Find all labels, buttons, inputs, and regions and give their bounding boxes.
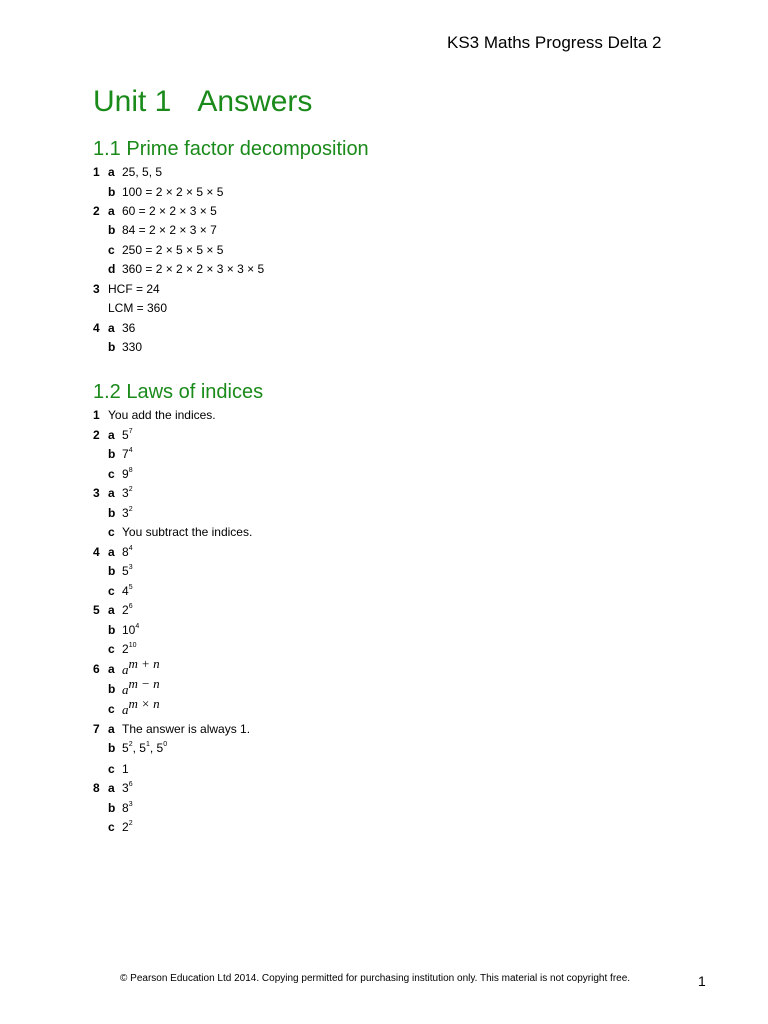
power-exponent: 2 [128,486,133,493]
power-base: 7 [122,447,129,461]
power-expression [122,582,133,601]
power-base: 5 [156,741,164,755]
power-exponent: 4 [128,545,133,552]
power-base: a [122,702,129,717]
part-letter: c [108,525,115,539]
question-number: 1 [93,408,100,422]
power-expression [122,426,133,445]
power-exponent: m × n [128,696,160,711]
answer-text: 84 = 2 × 2 × 3 × 7 [122,223,217,237]
answer-text: 100 = 2 × 2 × 5 × 5 [122,185,224,199]
power-base: 5 [139,741,146,755]
part-letter: c [108,702,115,716]
section-title-1-1: 1.1 Prime factor decomposition [93,138,369,160]
power-expression [122,562,133,581]
power-exponent: m + n [128,656,160,671]
power-base: 5 [122,741,129,755]
power-base: a [122,682,129,697]
power-expression [122,465,133,484]
power-expression [122,818,133,837]
answer-text: HCF = 24 [108,282,160,296]
answer-text: 330 [122,340,143,354]
power-expression [122,621,139,640]
part-letter: a [108,165,115,179]
answer-text: 60 = 2 × 2 × 3 × 5 [122,204,217,218]
question-number: 1 [93,165,100,179]
power-exponent: 5 [128,584,133,591]
part-letter: a [108,486,115,500]
power-base: 8 [122,545,129,559]
power-base: 2 [122,603,129,617]
part-letter: a [108,428,115,442]
part-letter: a [108,204,115,218]
power-expression [122,696,160,720]
power-expression [122,543,133,562]
power-exponent: 2 [128,820,133,827]
power-exponent: 2 [128,506,133,513]
page-number: 1 [698,973,706,989]
unit-title: Answers [197,85,313,118]
power-exponent: 0 [163,741,168,748]
part-letter: b [108,506,116,520]
question-number: 2 [93,204,100,218]
answer-text: 360 = 2 × 2 × 2 × 3 × 3 × 5 [122,262,265,276]
part-letter: c [108,820,115,834]
unit-heading [93,85,312,119]
power-exponent: 2 [128,741,133,748]
power-exponent: 3 [128,801,133,808]
power-base: 10 [122,623,136,637]
answer-text: The answer is always 1. [122,722,251,736]
power-exponent: 3 [128,564,133,571]
answer-text: 25, 5, 5 [122,165,163,179]
power-exponent: 4 [128,447,133,454]
header-title: KS3 Maths Progress Delta 2 [447,33,662,52]
part-letter: b [108,623,116,637]
power-expression [122,601,133,620]
question-number: 4 [93,321,100,335]
part-letter: a [108,321,115,335]
power-exponent: 8 [128,467,133,474]
part-letter: a [108,781,115,795]
part-letter: b [108,223,116,237]
part-letter: a [108,722,115,736]
question-number: 5 [93,603,100,617]
power-exponent: 6 [128,781,133,788]
power-expression [122,779,133,798]
part-letter: c [108,584,115,598]
power-exponent: 1 [145,741,150,748]
part-letter: b [108,185,116,199]
section-title-1-2: 1.2 Laws of indices [93,381,264,403]
power-exponent: m − n [128,676,160,691]
power-exponent: 6 [128,603,133,610]
list-separator: , [149,741,157,755]
part-letter: c [108,762,115,776]
part-letter: a [108,603,115,617]
part-letter: c [108,243,115,257]
part-letter: d [108,262,116,276]
power-base: 3 [122,506,129,520]
power-base: 3 [122,781,129,795]
answer-text: You subtract the indices. [122,525,253,539]
part-letter: c [108,642,115,656]
question-number: 8 [93,781,100,795]
list-separator: , [132,741,140,755]
question-number: 4 [93,545,100,559]
question-number: 3 [93,282,100,296]
part-letter: c [108,467,115,481]
part-letter: b [108,447,116,461]
power-base: 9 [122,467,129,481]
part-letter: b [108,741,116,755]
power-exponent: 4 [135,623,140,630]
part-letter: b [108,564,116,578]
question-number: 2 [93,428,100,442]
power-expression [122,799,133,818]
answer-text: 36 [122,321,136,335]
question-number: 6 [93,662,100,676]
power-exponent: 7 [128,428,133,435]
answer-text: 250 = 2 × 5 × 5 × 5 [122,243,224,257]
part-letter: b [108,801,116,815]
power-base: 5 [122,428,129,442]
answer-text: 1 [122,762,129,776]
part-letter: a [108,662,115,676]
power-expression [122,445,133,464]
power-base: 3 [122,486,129,500]
power-base: 8 [122,801,129,815]
power-list [122,739,167,758]
question-number: 7 [93,722,100,736]
power-base: 4 [122,584,129,598]
power-base: 5 [122,564,129,578]
copyright-footer: © Pearson Education Ltd 2014. Copying permitted for purchasing institution only. This material is not copyright free. [120,973,631,984]
answer-text: You add the indices. [108,408,216,422]
power-base: 2 [122,642,129,656]
power-base: a [122,662,129,677]
power-expression [122,504,133,523]
part-letter: a [108,545,115,559]
power-base: 2 [122,820,129,834]
part-letter: b [108,340,116,354]
unit-number: Unit 1 [93,85,172,118]
question-number: 3 [93,486,100,500]
answer-text: LCM = 360 [108,301,168,315]
part-letter: b [108,682,116,696]
power-expression [122,484,133,503]
power-exponent: 10 [128,642,137,649]
